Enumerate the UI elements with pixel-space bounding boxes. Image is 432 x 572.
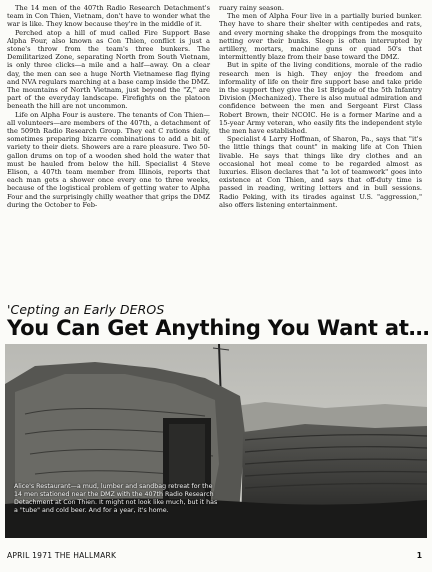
- page-number: 1: [416, 551, 422, 560]
- article-kicker: 'Cepting an Early DEROS: [7, 302, 165, 317]
- page-footer: [7, 551, 425, 560]
- footer-issue-text: APRIL 1971 THE HALLMARK: [7, 551, 117, 560]
- paragraph: Perched atop a hill of mud called Fire Support Base Alpha Four, also known as Con Thien, conflict is just a stone's throw from the team's three bunkers. The Demilitarized Zone, separating North from South Vietnam, is only three clicks—a mile and a half—away. On a clear day, the men can see a huge North Vietnamese flag flying and NVA regulars marching at a base camp inside the DMZ. The mountains of North Vietnam, just beyond the "Z," are part of the everyday landscape. Firefights on the platoon beneath the hill are not uncommon.: [7, 28, 211, 111]
- paragraph: The men of Alpha Four live in a partially buried bunker. They have to share their shelter with centipedes and rats, and every morning shake the droppings from the mosquito netting over their bunks. Sleep is often interrupted by artillery, mortars, machine guns or quad 50's that intermittently blaze from their base toward the DMZ.: [219, 12, 422, 62]
- paragraph: Specialist 4 Larry Hoffman, of Sharon, Pa., says that "it's the little things that count" in making life at Con Thien livable. He says that things like dry clothes and an occasional hot meal come to be regarded almost as luxuries. Elison declares that "a lot of teamwork" goes into existence at Con Thien, and says that off-duty time is passed in reading, writing letters and in bull sessions. Radio Peking, with its tirades against U.S. "aggression," also offers listening entertainment.: [219, 135, 422, 209]
- paragraph: The 14 men of the 407th Radio Research Detachment's team in Con Thien, Vietnam, don't have to wonder what the war is like. They know because they're in the middle of it.: [7, 4, 210, 29]
- paragraph: ruary rainy season.: [219, 4, 284, 12]
- article-column-right: [219, 4, 422, 209]
- article-column-left: [7, 4, 210, 209]
- article-headline: You Can Get Anything You Want at…: [7, 316, 430, 340]
- paragraph: Life on Alpha Four is austere. The tenants of Con Thien—all volunteers—are members of the 407th, a detachment of the 509th Radio Research Group. They eat C rations daily, sometimes preparing bizarre combinations to add a bit of variety to their diets. Showers are a rare pleasure. Two 50-gallon drums on top of a wooden shed hold the water that must be hauled from below the hill. Specialist 4 Steve Elison, a 407th team member from Illinois, reports that each man gets a shower once every one to three weeks, because of the logistical problem of getting water to Alpha Four and the surprisingly chilly weather that grips the DMZ during the October to Feb-: [7, 110, 210, 209]
- paragraph: But in spite of the living conditions, morale of the radio research men is high. They enjoy the freedom and informality of life on their fire support base and take pride in the support they give the 1st Brigade of the 5th Infantry Division (Mechanized). There is also mutual admiration and confidence between the men and Sergeant First Class Robert Brown, their NCOIC. He is a former Marine and a 15-year Army veteran, who easily fits the independent style the men have established.: [219, 61, 422, 136]
- photo-caption: Alice's Restaurant—a mud, lumber and sandbag retreat for the 14 men stationed near the DMZ with the 407th Radio Research Detachment at Con Thien. It might not look like much, but it has a "tube" and cold beer. And for a year, it's home.: [14, 483, 218, 514]
